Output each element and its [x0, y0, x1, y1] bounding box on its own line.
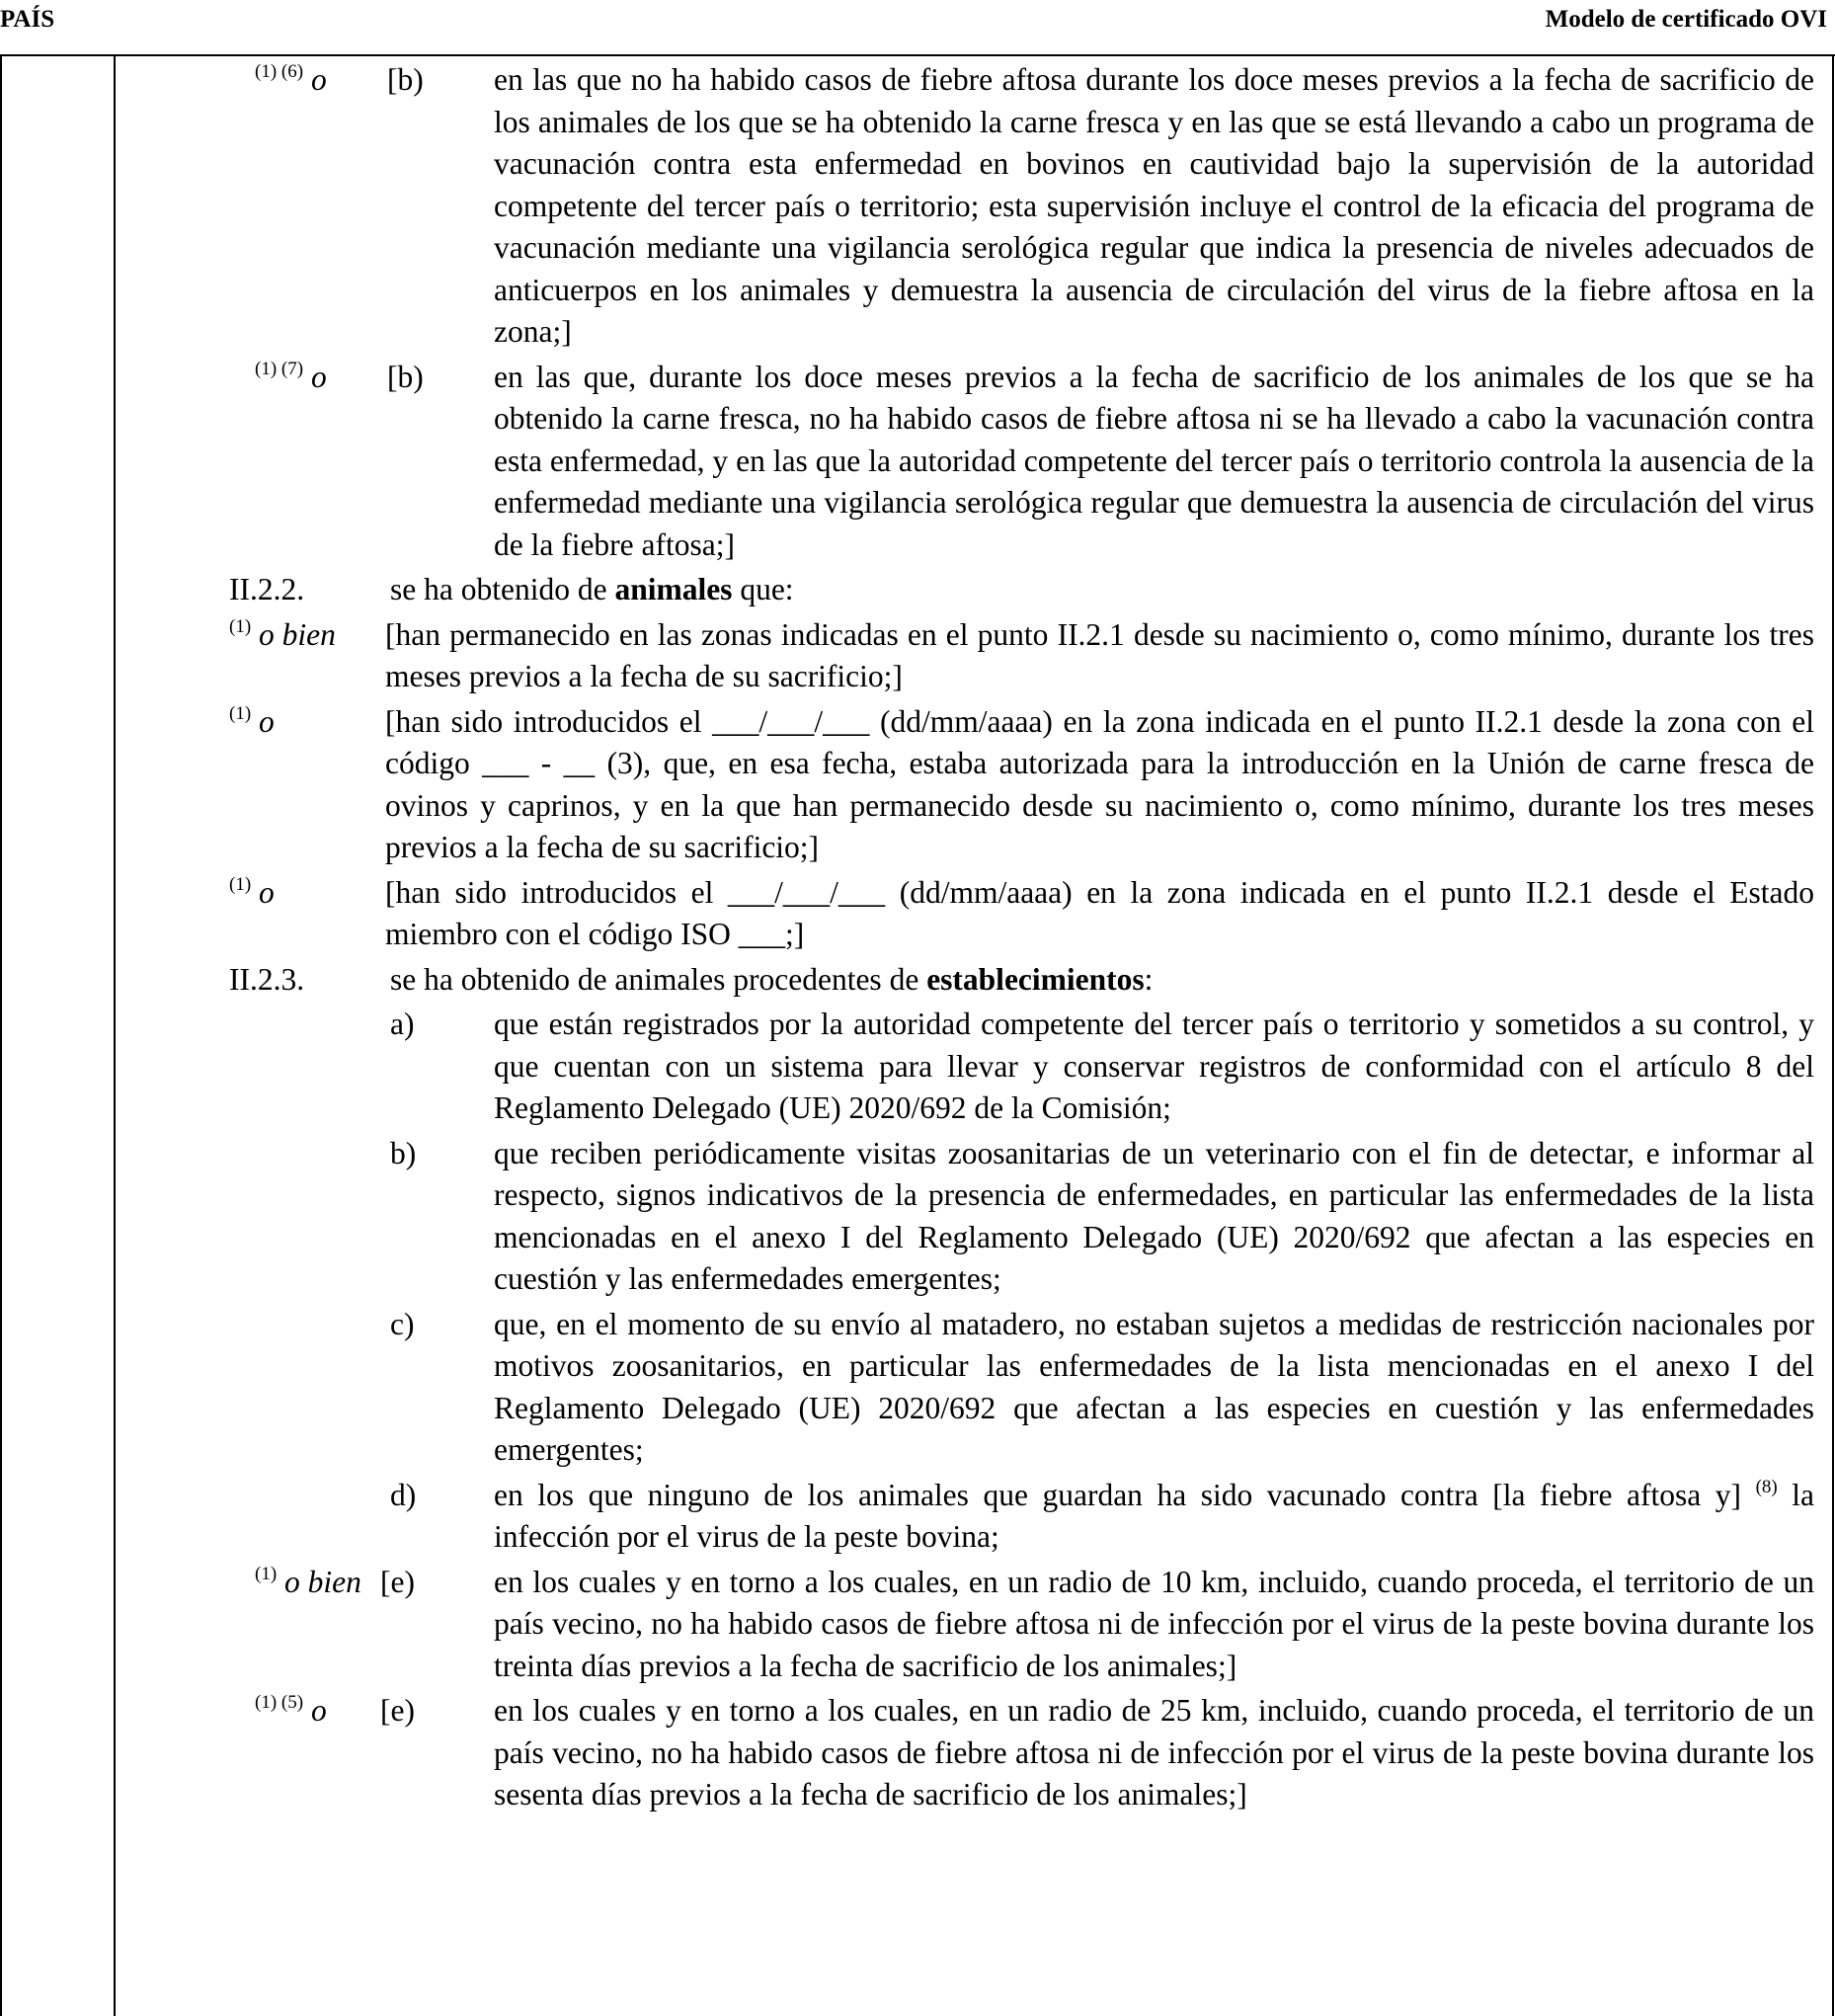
- section-2-2-3: [0, 959, 1835, 1002]
- clause-label: d): [390, 1477, 417, 1512]
- clause-label: [e): [380, 1693, 415, 1728]
- clause-b-no-vaccination: [0, 357, 1835, 567]
- header-country: PAÍS: [0, 6, 55, 33]
- clause-label: c): [390, 1306, 415, 1341]
- option-text: [han sido introducidos el ___/___/___ (dd/mm/aaaa) en la zona indicada en el punto II.2.1 desde la zona con el código ___ - __ (3), que, en esa fecha, estaba autorizada para la introducción en la Unión de carne fresca de ovinos y caprinos, y en la que han permanecido desde su nacimiento o, como mínimo, durante los tres meses previos a la fecha de su sacrificio;]: [385, 703, 1814, 864]
- clause-c: [0, 1304, 1835, 1472]
- footnote-ref: (8): [1755, 1476, 1778, 1497]
- option-text: [han permanecido en las zonas indicadas en el punto II.2.1 desde su nacimiento o, como mínimo, durante los tres meses previos a la fecha de su sacrificio;]: [385, 616, 1814, 693]
- clause-label: [b): [387, 62, 424, 97]
- clause-text: en los cuales y en torno a los cuales, en un radio de 25 km, incluido, cuando proceda, el territorio de un país vecino, no ha habido casos de fiebre aftosa ni de infección por el virus de la peste bovina durante los sesenta días previos a la fecha de sacrificio de los animales;]: [494, 1693, 1814, 1812]
- section-number: II.2.3.: [229, 961, 305, 997]
- clause-b: [0, 1133, 1835, 1301]
- option-introduced-from-zone: [0, 701, 1835, 869]
- option-marker: $^{(1)}$ o bien: [229, 615, 336, 652]
- section-heading: se ha obtenido de animales que:: [390, 572, 794, 606]
- clause-text: que reciben periódicamente visitas zoosanitarias de un veterinario con el fin de detectar, e informar al respecto, signos indicativos de la presencia de enfermedades, en particular las enfermedades de la lista mencionadas en el anexo I del Reglamento Delegado (UE) 2020/692 que afectan a las especies en cuestión y las enfermedades emergentes;: [494, 1135, 1814, 1296]
- clause-e-10km: [0, 1562, 1835, 1688]
- option-marker: $^{(1) (5)}$ o: [255, 1692, 327, 1728]
- clause-text: que están registrados por la autoridad competente del tercer país o territorio y sometidos a su control, y que cuentan con un sistema para llevar y conservar registros de conformidad con el artículo 8 del Reglamento Delegado (UE) 2020/692 de la Comisión;: [494, 1007, 1814, 1125]
- option-marker: $^{(1)}$ o: [229, 873, 275, 910]
- certificate-body: [0, 59, 1835, 1819]
- section-number: II.2.2.: [229, 572, 305, 606]
- option-marker: $^{(1)}$ o: [229, 702, 275, 739]
- clause-text: en las que, durante los doce meses previos a la fecha de sacrificio de los animales de los que se ha obtenido la carne fresca, no ha habido casos de fiebre aftosa ni se ha llevado a cabo la vacunación contra esta enfermedad, y en las que la autoridad competente del tercer país o territorio controla la ausencia de la enfermedad mediante una vigilancia serológica regular que demuestra la ausencia de circulación del virus de la fiebre aftosa;]: [494, 359, 1814, 562]
- option-introduced-from-member-state: [0, 872, 1835, 956]
- clause-label: [b): [387, 359, 424, 394]
- clause-text: que, en el momento de su envío al matadero, no estaban sujetos a medidas de restricción nacionales por motivos zoosanitarios, en particular las enfermedades de la lista mencionadas en el anexo I del Reglamento Delegado (UE) 2020/692 que afectan a las especies en cuestión y las enfermedades emergentes;: [494, 1306, 1814, 1467]
- clause-text: en los que ninguno de los animales que guardan ha sido vacunado contra [la fiebre aftosa y] $^{(8)}$ la infección por el virus de la peste bovina;: [494, 1476, 1814, 1554]
- clause-label: [e): [380, 1564, 415, 1599]
- section-2-2-2: [0, 569, 1835, 611]
- header-model-title: Modelo de certificado OVI: [1545, 6, 1827, 33]
- table-top-border: [0, 54, 1835, 56]
- option-marker: $^{(1) (7)}$ o: [255, 358, 327, 394]
- clause-text: en los cuales y en torno a los cuales, en un radio de 10 km, incluido, cuando proceda, el territorio de un país vecino, no ha habido casos de fiebre aftosa ni de infección por el virus de la peste bovina durante los treinta días previos a la fecha de sacrificio de los animales;]: [494, 1564, 1814, 1683]
- section-heading: se ha obtenido de animales procedentes de establecimientos:: [390, 961, 1154, 997]
- option-text: [han sido introducidos el ___/___/___ (dd/mm/aaaa) en la zona indicada en el punto II.2.1 desde el Estado miembro con el código ISO ___;]: [385, 874, 1814, 951]
- clause-b-vaccination: [0, 59, 1835, 354]
- clause-d: [0, 1475, 1835, 1559]
- clause-text: en las que no ha habido casos de fiebre aftosa durante los doce meses previos a la fecha de sacrificio de los animales de los que se ha obtenido la carne fresca y en las que se está llevando a cabo un programa de vacunación contra esta enfermedad en bovinos en cautividad bajo la supervisión de la autoridad competente del tercer país o territorio; esta supervisión incluye el control de la eficacia del programa de vacunación mediante una vigilancia serológica regular que indica la presencia de niveles adecuados de anticuerpos en los animales y demuestra la ausencia de circulación del virus de la fiebre aftosa en la zona;]: [494, 62, 1814, 349]
- option-born-in-zone: [0, 614, 1835, 698]
- clause-e-25km: [0, 1690, 1835, 1816]
- clause-a: [0, 1004, 1835, 1130]
- option-marker: $^{(1) (6)}$ o: [255, 61, 327, 97]
- clause-label: a): [390, 1007, 415, 1041]
- option-marker: $^{(1)}$ o bien: [255, 1563, 361, 1599]
- clause-label: b): [390, 1135, 417, 1170]
